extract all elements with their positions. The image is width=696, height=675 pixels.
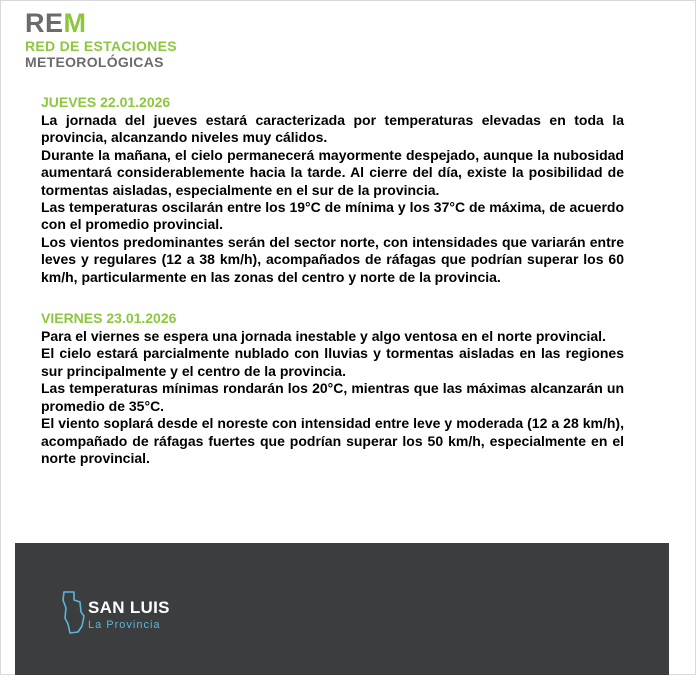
forecast-day-title: JUEVES 22.01.2026 [41,94,171,110]
brand-subtitle: La Provincia [88,619,161,631]
footer-banner [15,543,669,675]
logo-line-1: RED DE ESTACIONES [25,38,177,54]
forecast-content [41,93,624,467]
forecast-section-jueves [41,93,624,286]
forecast-paragraph: Los vientos predominantes serán del sector norte, con intensidades que variarán entre leves y regulares (12 a 38 km/h), acompañados de ráfagas que podrían superar los 60 km/h, particularmente en las zonas del centro y norte de la provincia. [41,233,624,285]
logo-line-2: METEOROLÓGICAS [25,54,164,70]
logo-acronym-green: M [63,8,87,38]
forecast-paragraph: La jornada del jueves estará caracterizada por temperaturas elevadas en toda la provincia, alcanzando niveles muy cálidos. [41,112,624,146]
forecast-paragraph: Para el viernes se espera una jornada inestable y algo ventosa en el norte provincial. [41,328,606,345]
rem-logo [25,9,177,70]
forecast-section-viernes [41,309,624,467]
forecast-paragraph: El cielo estará parcialmente nublado con lluvias y tormentas aisladas en las regiones sur principalmente y el centro de la provincia. [41,345,624,379]
logo-acronym [25,9,177,37]
forecast-day-title: VIERNES 23.01.2026 [41,310,177,327]
province-map-outline-icon [60,590,86,634]
logo-acronym-gray: RE [25,8,64,38]
forecast-paragraph: Las temperaturas mínimas rondarán los 20°C, mientras que las máximas alcanzarán un promedio de 35°C. [41,380,624,414]
brand-name: SAN LUIS [88,598,170,617]
forecast-paragraph: Las temperaturas oscilarán entre los 19°C de mínima y los 37°C de máxima, de acuerdo con el promedio provincial. [41,199,624,233]
forecast-paragraph: Durante la mañana, el cielo permanecerá mayormente despejado, aunque la nubosidad aumentará considerablemente hacia la tarde. Al cierre del día, existe la posibilidad de tormentas aisladas, especialmente en el sur de la provincia. [41,146,624,198]
forecast-paragraph: El viento soplará desde el noreste con intensidad entre leve y moderada (12 a 28 km/h), acompañado de ráfagas fuertes que podrían superar los 50 km/h, especialmente en el norte provincial. [41,415,624,466]
